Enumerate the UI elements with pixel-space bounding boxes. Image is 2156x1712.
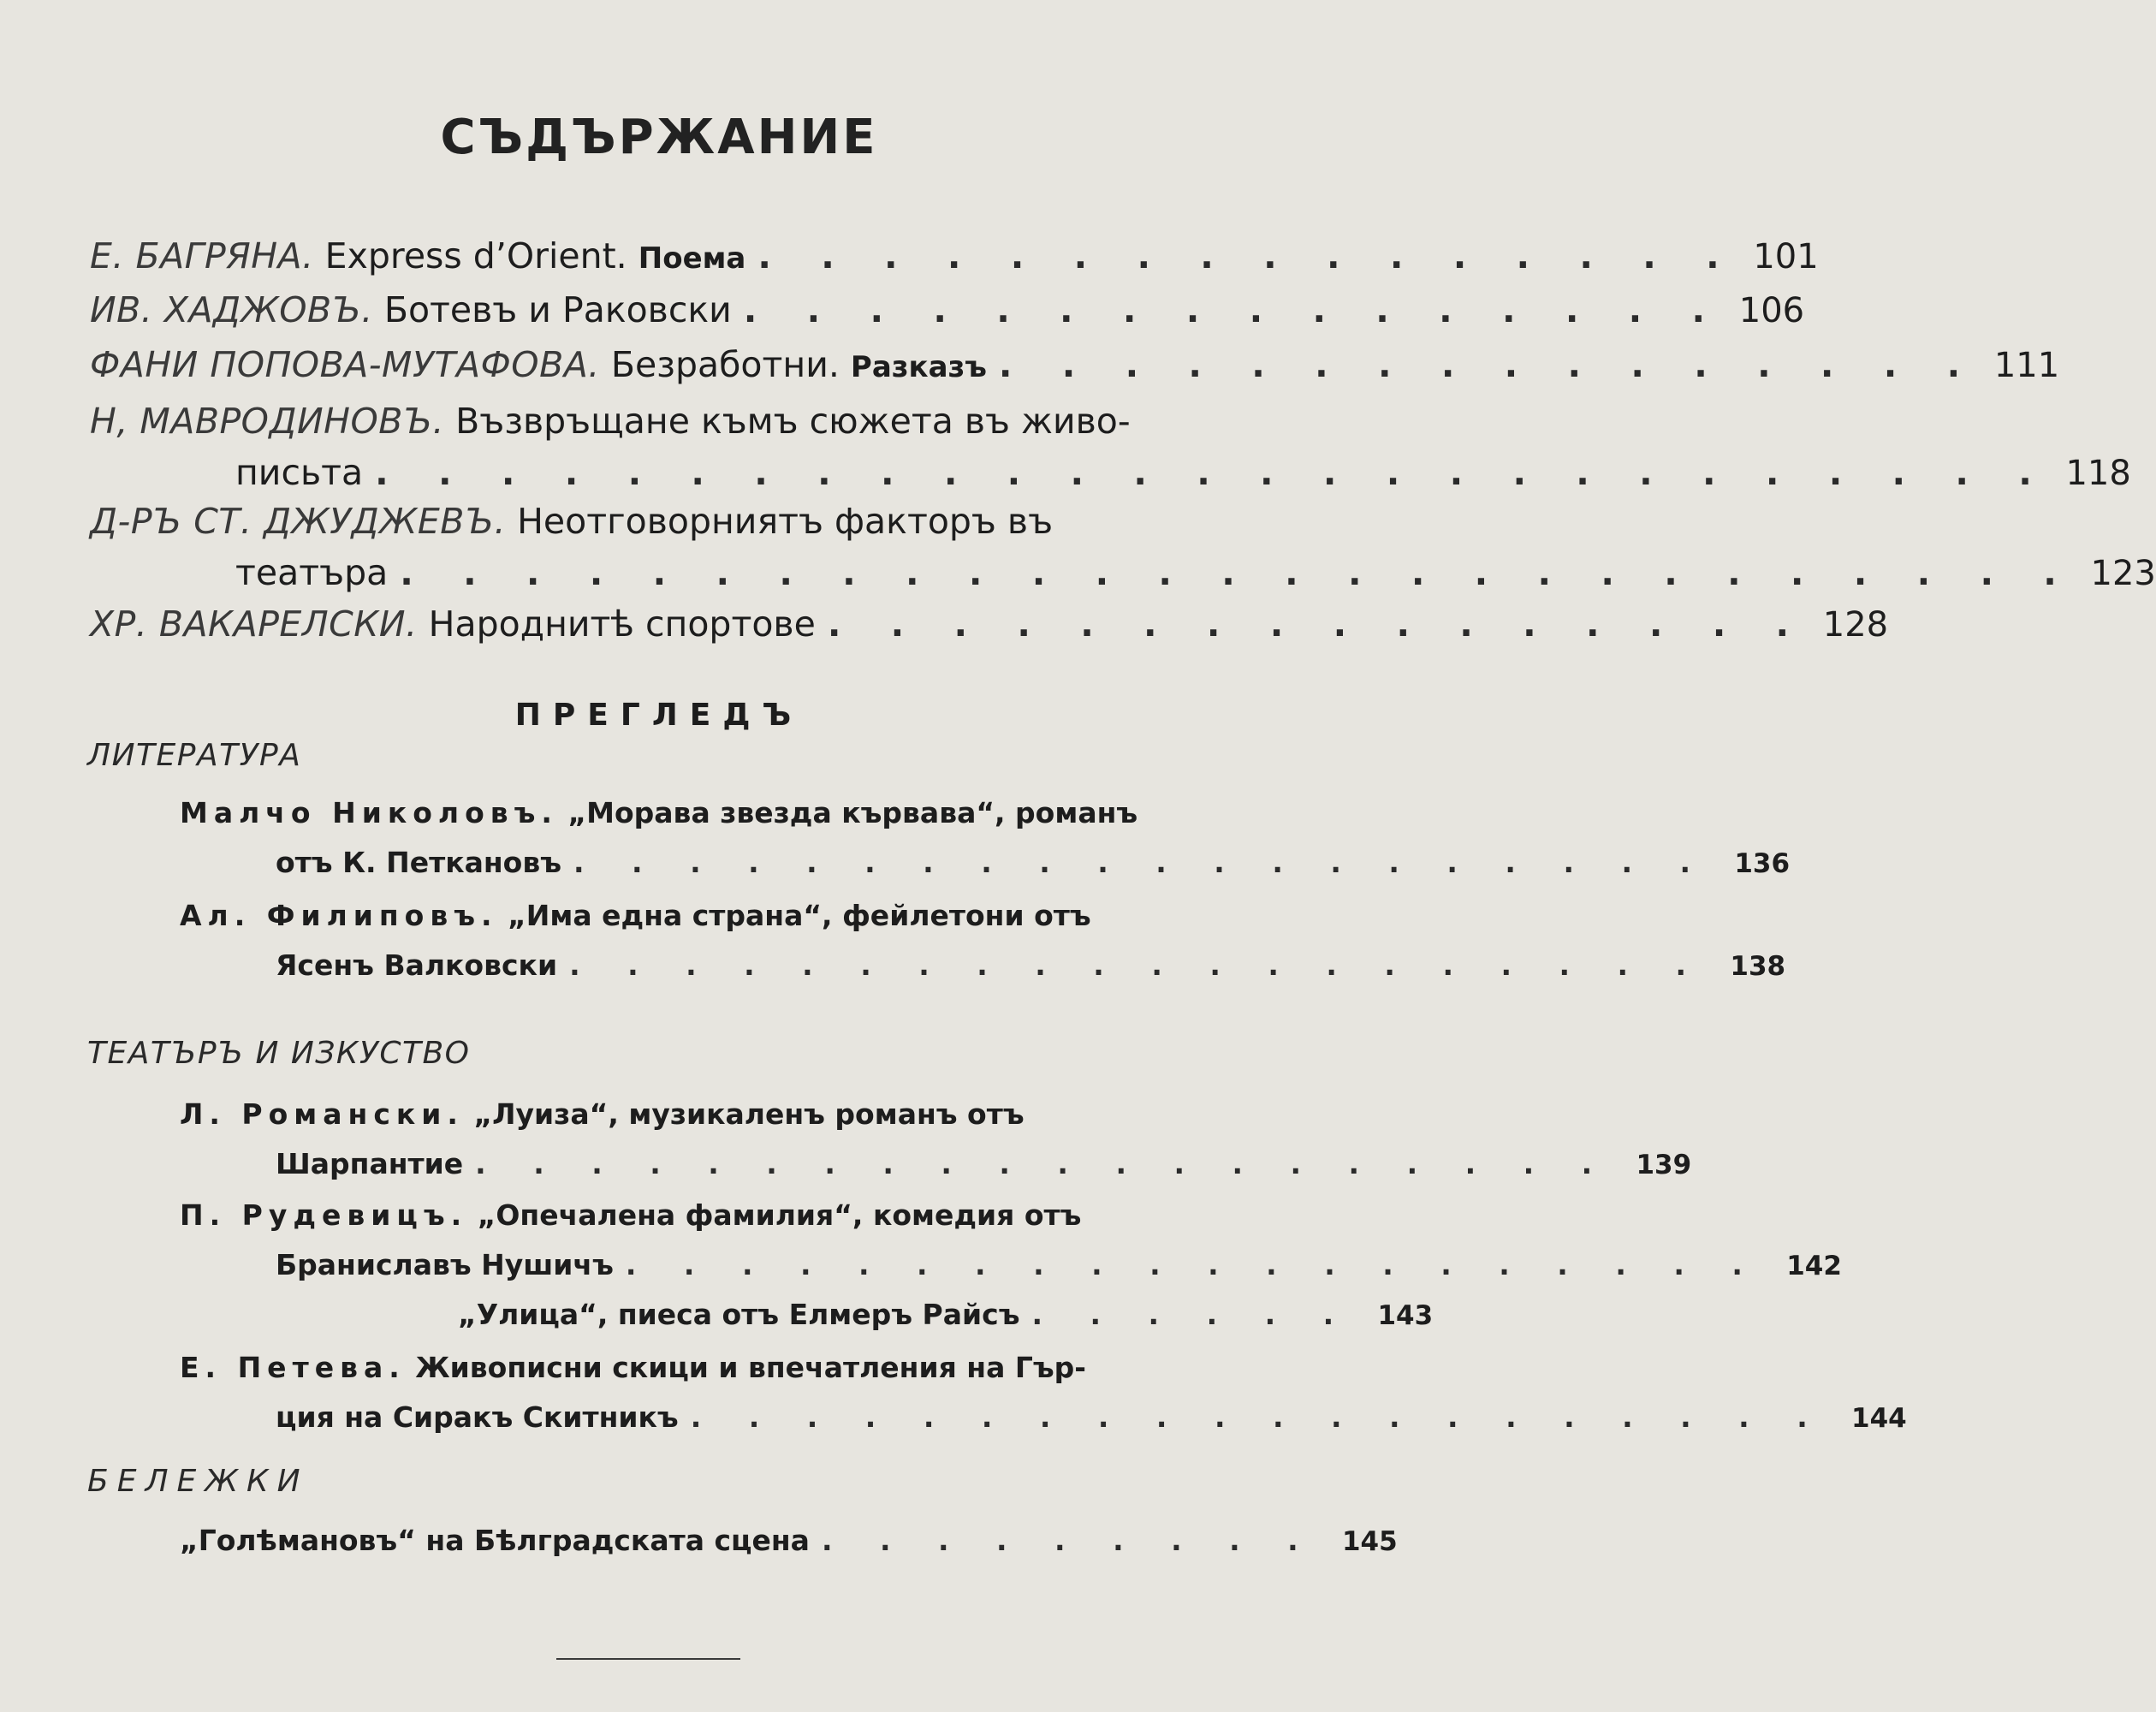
page-number: 144	[1851, 1403, 1907, 1434]
review-title-continued: Ясенъ Валковски	[276, 948, 558, 982]
review-title: „Има една страна“, фейлетони отъ	[508, 899, 1091, 932]
review-title-continued: Браниславъ Нушичъ	[276, 1248, 614, 1281]
entry-author: ИВ. ХАДЖОВЪ.	[90, 289, 373, 330]
entry-title: Express d’Orient.	[324, 235, 627, 276]
review-title: Живописни скици и впечатления на Гър-	[415, 1351, 1086, 1384]
review-author: Малчо Николовъ.	[180, 796, 558, 829]
dot-leader: . . . . . . . . . . . . . . . . . . . .	[475, 1147, 1612, 1180]
dot-leader: . . . . . . . . . . . . . . . .	[757, 235, 1738, 276]
review-title: „Улица“, пиеса отъ Елмеръ Райсъ	[458, 1298, 1020, 1331]
dot-leader: . . . . . . . . . . . . . . . .	[998, 344, 1980, 385]
review-entry-romanski	[180, 1097, 1692, 1197]
page-number: 111	[1993, 346, 2060, 385]
review-entry-peteva	[180, 1351, 1907, 1450]
entry-title: Ботевъ и Раковски	[383, 289, 732, 330]
entry-author: Д-РЪ СТ. ДЖУДЖЕВЪ.	[90, 501, 507, 542]
entry-title: Безработни.	[610, 344, 840, 385]
toc-entry-dzhudzhev	[90, 501, 2156, 603]
toc-entry-popova-mutafova	[90, 344, 2060, 395]
page-number: 143	[1377, 1300, 1434, 1331]
toc-entry-vakarelski	[90, 603, 1889, 655]
toc-entry-hadzhov	[90, 289, 1805, 341]
entry-title: Възвръщане къмъ сюжета въ живо-	[455, 401, 1131, 442]
entry-author: ФАНИ ПОПОВА-МУТАФОВА.	[90, 344, 600, 385]
dot-leader: . . . . . . . . . . . . . . . .	[827, 603, 1809, 645]
review-title-continued: ция на Сиракъ Скитникъ	[276, 1400, 679, 1434]
page-number: 123	[2090, 554, 2156, 593]
dot-leader: . . . . . . . . . . . . . . . . . . . .	[573, 846, 1710, 879]
review-author: Е. Петева.	[180, 1351, 406, 1384]
review-author: Ал. Филиповъ.	[180, 899, 498, 932]
toc-entry-bagryana	[90, 235, 1819, 287]
review-title-continued: отъ К. Петкановъ	[276, 846, 562, 879]
review-title: „Морава звезда кървава“, романъ	[567, 796, 1138, 829]
bottom-divider	[556, 1658, 740, 1660]
note-title: „Голѣмановъ“ на Бѣлградската сцена	[180, 1524, 810, 1557]
dot-leader: . . . . . . . . . . . . . . . . . . . .	[690, 1400, 1826, 1434]
page-number: 106	[1738, 291, 1805, 330]
dot-leader: . . . . . . . . . . . . . . . . . . . . . . . . . . .	[400, 552, 2076, 593]
review-heading: ПРЕГЛЕДЪ	[514, 698, 804, 733]
review-title: „Луиза“, музикаленъ романъ отъ	[473, 1097, 1025, 1131]
page-title: СЪДЪРЖАНИЕ	[440, 110, 878, 165]
review-entry-filipov	[180, 899, 1786, 998]
entry-title-continued: письта	[235, 452, 364, 493]
theatre-heading: ТЕАТЪРЪ И ИЗКУСТВО	[87, 1036, 471, 1071]
page-number: 101	[1753, 237, 1819, 276]
page-number: 145	[1341, 1526, 1398, 1557]
page-number: 128	[1822, 605, 1889, 645]
entry-author: ХР. ВАКАРЕЛСКИ.	[90, 603, 418, 645]
dot-leader: . . . . . . . . . . . . . . . .	[743, 289, 1725, 330]
review-title: „Опечалена фамилия“, комедия отъ	[477, 1198, 1082, 1232]
page-number: 139	[1636, 1150, 1692, 1180]
entry-genre: Поема	[638, 241, 746, 276]
review-author: Л. Романски.	[180, 1097, 464, 1131]
note-entry-golemanov	[180, 1524, 1398, 1573]
toc-entry-mavrodinov	[90, 401, 2131, 503]
review-entry-nikolov	[180, 796, 1791, 895]
review-entry-ulitsa	[180, 1298, 1434, 1347]
entry-title-continued: театъра	[235, 552, 389, 593]
notes-heading: БЕЛЕЖКИ	[87, 1464, 309, 1499]
entry-genre: Разказъ	[850, 350, 987, 384]
entry-author: Н, МАВРОДИНОВЪ.	[90, 401, 445, 442]
page-number: 118	[2065, 454, 2131, 493]
review-author: П. Рудевицъ.	[180, 1198, 468, 1232]
dot-leader: . . . . . . . . . . . . . . . . . . . . . . . . . . .	[375, 452, 2051, 493]
dot-leader: . . . . . . . . . . . . . . . . . . . .	[569, 948, 1706, 982]
dot-leader: . . . . . .	[1031, 1298, 1353, 1331]
literature-heading: ЛИТЕРАТУРА	[87, 738, 302, 773]
page-number: 142	[1786, 1251, 1842, 1281]
page-number: 138	[1730, 951, 1786, 982]
entry-title: Неотговорниятъ факторъ въ	[517, 501, 1054, 542]
dot-leader: . . . . . . . . . . . . . . . . . . . .	[625, 1248, 1761, 1281]
review-entry-rudevits	[180, 1198, 1842, 1298]
review-title-continued: Шарпантие	[276, 1147, 464, 1180]
entry-title: Народнитѣ спортове	[428, 603, 816, 645]
dot-leader: . . . . . . . . .	[821, 1524, 1317, 1557]
page-number: 136	[1734, 848, 1791, 879]
entry-author: Е. БАГРЯНА.	[90, 235, 314, 276]
